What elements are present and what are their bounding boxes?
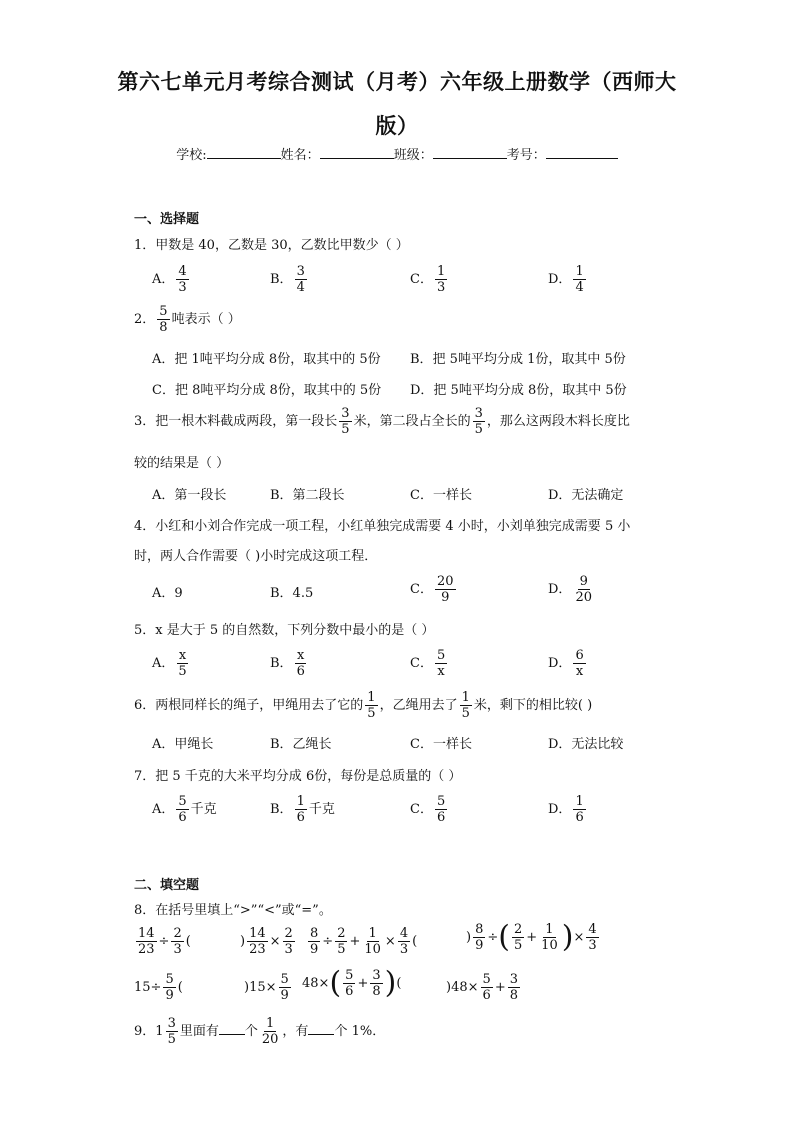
- q1-a-fraction: $\frac{4}{3}$: [178, 264, 187, 295]
- q3-fraction-1: $\frac{3}{5}$: [341, 406, 350, 437]
- q4-d-fraction: $\frac{9}{20}$: [575, 574, 592, 605]
- q5-option-b[interactable]: B． $\frac{x}{6}$: [270, 648, 305, 679]
- question-2-text: 2． $\frac{5}{8}$ 吨表示（ ）: [134, 304, 241, 335]
- number-blank[interactable]: [546, 146, 618, 159]
- q3-option-b[interactable]: B．第二段长: [270, 488, 345, 503]
- question-6-text: 6．两根同样长的绳子，甲绳用去了它的 $\frac{1}{5}$ ，乙绳用去了 $\frac{1}{5}$ 米，剩下的相比较( ): [134, 690, 593, 721]
- q9-mixed-number: 1 $\frac{3}{5}$: [155, 1016, 176, 1047]
- name-label: 姓名：: [280, 148, 320, 163]
- q6-option-a[interactable]: A．甲绳长: [152, 737, 214, 752]
- q5-a-fraction: $\frac{x}{5}$: [178, 648, 187, 679]
- q1-option-c[interactable]: C． $\frac{1}{3}$: [410, 264, 446, 295]
- page-title-continued: 版）: [375, 113, 419, 138]
- class-blank[interactable]: [433, 146, 507, 159]
- q2-option-d[interactable]: D．把 5吨平均分成 8份，取其中 5份: [410, 383, 627, 398]
- q5-c-fraction: $\frac{5}{x}$: [436, 648, 446, 679]
- school-label: 学校:: [176, 148, 207, 163]
- q8-expr-5: 15÷ $\frac{5}{9}$ (: [134, 972, 183, 1003]
- q7-option-a[interactable]: A． $\frac{5}{6}$ 千克: [152, 794, 217, 825]
- q5-b-fraction: $\frac{x}{6}$: [296, 648, 305, 679]
- q1-option-b[interactable]: B． $\frac{3}{4}$: [270, 264, 305, 295]
- q7-option-c[interactable]: C． $\frac{5}{6}$: [410, 794, 446, 825]
- section-heading-choice: 一、选择题: [134, 212, 200, 227]
- q8-expr-7: 48×( $\frac{5}{6}$ + $\frac{3}{8}$ )(: [302, 965, 402, 1001]
- q1-option-d[interactable]: D． $\frac{1}{4}$: [548, 264, 584, 295]
- q5-option-d[interactable]: D． $\frac{6}{x}$: [548, 648, 584, 679]
- section-heading-fill: 二、填空题: [134, 878, 200, 893]
- question-4-text: 4．小红和小刘合作完成一项工程，小红单独完成需要 4 小时，小刘单独完成需要 5 小: [134, 519, 631, 534]
- q3-option-d[interactable]: D．无法确定: [548, 488, 624, 503]
- q4-option-a[interactable]: A．9: [152, 586, 183, 601]
- q7-d-fraction: $\frac{1}{6}$: [575, 794, 584, 825]
- q8-expr-2: ) $\frac{14}{23}$ × $\frac{2}{3}$: [240, 926, 293, 957]
- q8-expr-8: )48× $\frac{5}{6}$ + $\frac{3}{8}$: [446, 972, 518, 1003]
- q7-c-fraction: $\frac{5}{6}$: [436, 794, 446, 825]
- q3-fraction-2: $\frac{3}{5}$: [474, 406, 483, 437]
- q6-option-c[interactable]: C．一样长: [410, 737, 472, 752]
- question-4-text-line2: 时，两人合作需要（ )小时完成这项工程．: [134, 549, 378, 564]
- question-3-text-line2: 较的结果是（ ）: [134, 456, 230, 471]
- q4-c-fraction: $\frac{20}{9}$: [436, 574, 454, 605]
- q1-d-fraction: $\frac{1}{4}$: [575, 264, 584, 295]
- name-blank[interactable]: [320, 146, 394, 159]
- student-info-row: [0, 144, 794, 163]
- q8-expr-1: $\frac{14}{23}$ ÷ $\frac{2}{3}$ (: [138, 926, 191, 957]
- q2-option-b[interactable]: B．把 5吨平均分成 1份，取其中 5份: [410, 352, 626, 367]
- q8-expr-3: $\frac{8}{9}$ ÷ $\frac{2}{5}$ + $\frac{1}{10}$ × $\frac{4}{3}$ (: [310, 926, 418, 957]
- q3-option-a[interactable]: A．第一段长: [152, 488, 227, 503]
- q7-option-d[interactable]: D． $\frac{1}{6}$: [548, 794, 584, 825]
- q6-option-b[interactable]: B．乙绳长: [270, 737, 332, 752]
- q6-option-d[interactable]: D．无法比较: [548, 737, 624, 752]
- page-title: 第六七单元月考综合测试（月考）六年级上册数学（西师大: [117, 69, 677, 94]
- q9-blank-2[interactable]: [308, 1022, 334, 1035]
- q6-fraction-1: $\frac{1}{5}$: [367, 690, 376, 721]
- question-8-text: 8．在括号里填上“>”“<”或“=”。: [134, 903, 332, 918]
- q1-c-fraction: $\frac{1}{3}$: [436, 264, 446, 295]
- q4-option-c[interactable]: C． $\frac{20}{9}$: [410, 574, 454, 605]
- q7-option-b[interactable]: B． $\frac{1}{6}$ 千克: [270, 794, 335, 825]
- question-9-text: 9． 1 $\frac{3}{5}$ 里面有 个 $\frac{1}{20}$ ，有 个 1%．: [134, 1016, 386, 1047]
- number-label: 考号：: [506, 148, 546, 163]
- school-blank[interactable]: [207, 146, 281, 159]
- q8-expr-4: ) $\frac{8}{9}$ ÷( $\frac{2}{5}$ + $\frac{1}{10}$ )× $\frac{4}{3}$: [466, 919, 597, 955]
- q3-option-c[interactable]: C．一样长: [410, 488, 472, 503]
- q7-a-fraction: $\frac{5}{6}$: [178, 794, 187, 825]
- q9-blank-1[interactable]: [219, 1022, 245, 1035]
- q4-option-b[interactable]: B．4.5: [270, 586, 314, 601]
- question-5-text: 5．x 是大于 5 的自然数，下列分数中最小的是（ ）: [134, 623, 435, 638]
- q2-fraction: $\frac{5}{8}$: [159, 304, 168, 335]
- q4-option-d[interactable]: D． $\frac{9}{20}$: [548, 574, 592, 605]
- q1-b-fraction: $\frac{3}{4}$: [296, 264, 305, 295]
- q1-option-a[interactable]: A． $\frac{4}{3}$: [152, 264, 187, 295]
- q5-option-c[interactable]: C． $\frac{5}{x}$: [410, 648, 446, 679]
- q5-option-a[interactable]: A． $\frac{x}{5}$: [152, 648, 187, 679]
- q2-option-c[interactable]: C．把 8吨平均分成 8份，取其中的 5份: [152, 383, 382, 398]
- question-1-text: 1．甲数是 40，乙数是 30，乙数比甲数少（ ）: [134, 238, 409, 253]
- q8-expr-6: )15× $\frac{5}{9}$: [244, 972, 289, 1003]
- question-3-text: 3．把一根木料截成两段，第一段长 $\frac{3}{5}$ 米，第二段占全长的 $\frac{3}{5}$ ，那么这两段木料长度比: [134, 406, 630, 437]
- q2-option-a[interactable]: A．把 1吨平均分成 8份，取其中的 5份: [152, 352, 381, 367]
- q6-fraction-2: $\frac{1}{5}$: [461, 690, 470, 721]
- q5-d-fraction: $\frac{6}{x}$: [575, 648, 584, 679]
- question-7-text: 7．把 5 千克的大米平均分成 6份，每份是总质量的（ ）: [134, 769, 462, 784]
- q7-b-fraction: $\frac{1}{6}$: [296, 794, 305, 825]
- class-label: 班级：: [393, 148, 433, 163]
